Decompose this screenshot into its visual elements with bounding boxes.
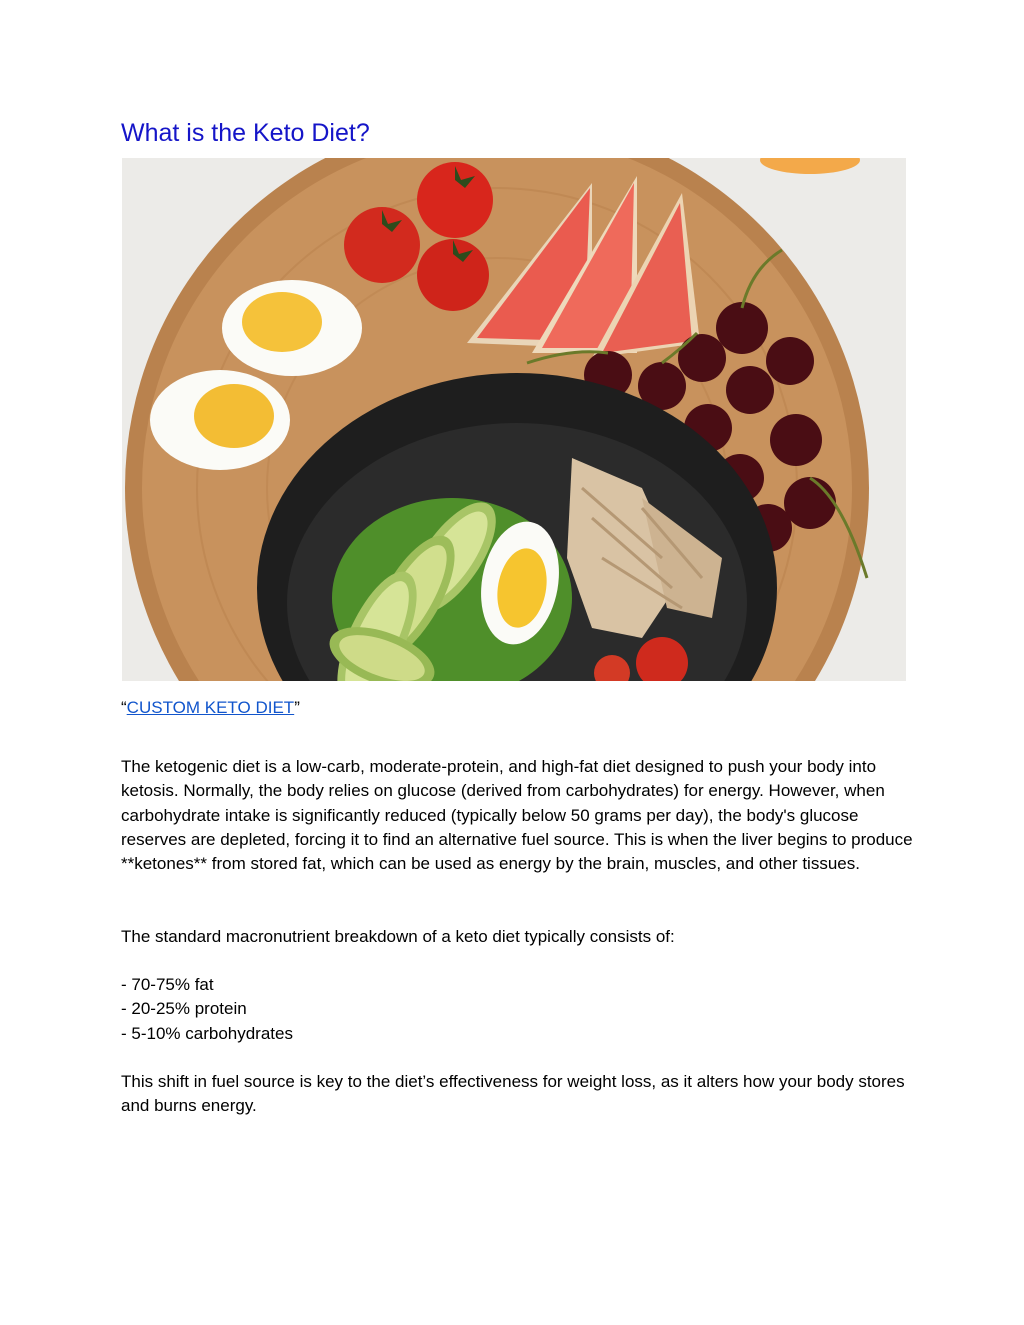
list-item: - 70-75% fat [121, 975, 214, 994]
macro-list [121, 973, 293, 1046]
caption-open-quote: “ [121, 698, 127, 717]
page-title: What is the Keto Diet? [121, 119, 370, 147]
keto-food-photo [122, 158, 906, 681]
macro-lead-paragraph: The standard macronutrient breakdown of a keto diet typically consists of: [121, 927, 675, 946]
caption [121, 697, 300, 719]
list-item: - 20-25% protein [121, 999, 247, 1019]
closing-paragraph: This shift in fuel source is key to the diet’s effectiveness for weight loss, as it alters how your body stores and burns energy. [121, 1072, 905, 1116]
caption-close-quote: ” [294, 698, 300, 717]
custom-keto-diet-link[interactable]: CUSTOM KETO DIET [126, 698, 295, 717]
list-item: - 5-10% carbohydrates [121, 1023, 293, 1043]
intro-paragraph: The ketogenic diet is a low-carb, moderate-protein, and high-fat diet designed to push your body into ketosis. Normally, the body relies on glucose (derived from carbohydrates) for energy. However, when carbohydrate intake is significantly reduced (typically below 50 grams per day), the body's glucose reserves are depleted, forcing it to find an alternative fuel source. This is when the liver begins to produce **ketones** from stored fat, which can be used as energy by the brain, muscles, and other tissues. [121, 757, 913, 874]
